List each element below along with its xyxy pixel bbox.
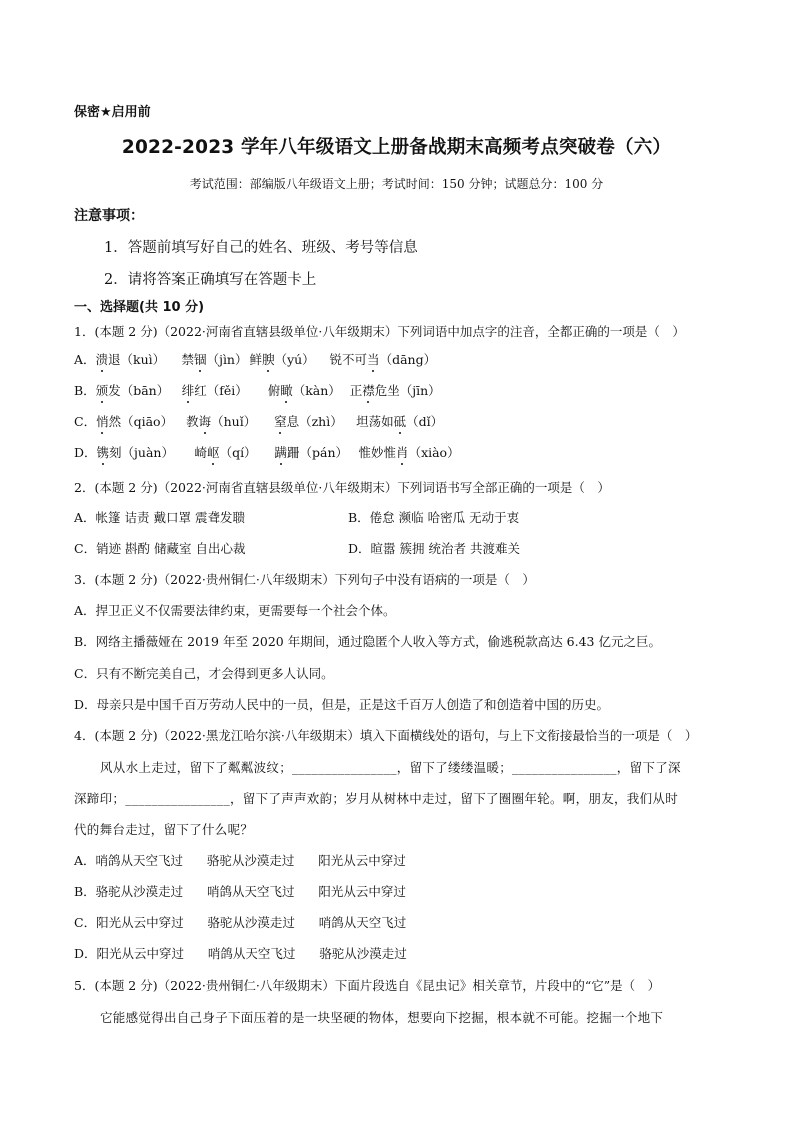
q1-option-c (74, 412, 443, 430)
q4-passage-line: 代的舞台走过，留下了什么呢？ (74, 822, 254, 837)
q1c-word-1 (96, 412, 186, 430)
q1b-word-1 (96, 381, 182, 399)
question-3-stem: 3．(本题 2 分)（2022·贵州铜仁·八年级期末）下列句子中没有语病的一项是（ ） (74, 572, 535, 587)
q3-option-b: B．网络主播薇娅在 2019 年至 2020 年期间，通过隐匿个人收入等方式，偷逃税款高达 6.43 亿元之巨。 (74, 634, 661, 649)
question-5-stem: 5．(本题 2 分)（2022·贵州铜仁·八年级期末）下面片段选自《昆虫记》相关章节，片段中的“它”是（ ） (74, 978, 661, 993)
dotted-char: 肖 (396, 445, 409, 460)
q1d-word-4 (359, 445, 460, 460)
dotted-char: 镌 (96, 445, 110, 460)
word-part: 坦荡如 (356, 414, 394, 429)
pinyin: （kàn） (292, 383, 341, 398)
dotted-char: 窒 (274, 414, 287, 429)
pinyin: 发（bān） (108, 383, 170, 398)
q1c-word-4 (356, 414, 443, 429)
q1b-word-2 (182, 381, 268, 399)
dotted-char: 颁 (95, 383, 109, 398)
question-1-stem: 1．(本题 2 分)（2022·河南省直辖县级单位·八年级期末）下列词语中加点字的注音，全都正确的一项是（ ） (74, 324, 685, 339)
dotted-char: 绯 (181, 383, 195, 398)
word-part: 锐不可 (329, 352, 368, 367)
q1-option-a (74, 350, 436, 368)
q2-option-d: D．暄嚣 簇拥 统治者 共渡难关 (348, 541, 520, 556)
dotted-char: 悄 (96, 414, 109, 429)
dotted-char: 锢 (194, 352, 207, 367)
q2-option-b: B．倦怠 濒临 哈密瓜 无动于衷 (348, 510, 520, 525)
q3-option-d: D．母亲只是中国千百万劳动人民中的一员，但是，正是这千百万人创造了和创造着中国的历史。 (74, 697, 610, 712)
word-part: 崎 (194, 445, 208, 460)
word-part: 禁 (181, 352, 195, 367)
q3-option-a: A．捍卫正义不仅需要法律约束，更需要每一个社会个体。 (74, 603, 396, 618)
pinyin: 息（zhì） (286, 414, 343, 429)
dotted-char: 襟 (362, 383, 375, 398)
pinyin: （dāng） (379, 352, 437, 367)
pinyin: 然（qiāo） (108, 414, 174, 429)
q1c-word-2 (186, 412, 274, 430)
q4-option-a: A．哨鸽从天空飞过 骆驼从沙漠走过 阳光从云中穿过 (74, 853, 406, 868)
pinyin: 危坐（jīn） (374, 383, 441, 398)
pinyin: 刻（juàn） (109, 445, 174, 460)
q4-passage-line: 风从水上走过，留下了粼粼波纹；________________，留下了缕缕温暖；________________，留下了深 (100, 760, 681, 775)
dotted-char: 腴 (262, 352, 275, 367)
q1a-word-3 (250, 350, 330, 368)
dotted-char: 蹒 (274, 445, 288, 460)
dotted-char: 岖 (207, 445, 220, 460)
dotted-char: 砥 (393, 414, 407, 429)
exam-title: 2022-2023 学年八年级语文上册备战期末高频考点突破卷（六） (121, 137, 672, 158)
confidential-label: 保密★启用前 (74, 105, 151, 120)
option-label: D． (74, 445, 97, 460)
dotted-char: 溃 (95, 352, 109, 367)
q1-option-b (74, 381, 441, 399)
q1d-word-1 (97, 443, 195, 461)
q5-passage-line: 它能感觉得出自己身子下面压着的是一块坚硬的物体，想要向下挖掘，根本就不可能。挖掘一个地下 (100, 1010, 664, 1025)
q2-option-c: C．销迹 斟酌 储藏室 自出心裁 (74, 541, 246, 556)
word-part: 惟妙惟 (358, 445, 397, 460)
dotted-char: 瞰 (280, 383, 293, 398)
q1b-word-4 (350, 383, 441, 398)
q2-option-a: A．帐篷 诘责 戴口罩 震聋发聩 (74, 510, 245, 525)
section-heading: 一、选择题(共 10 分) (74, 300, 205, 315)
pinyin: 红（fěi） (194, 383, 248, 398)
option-label: B． (74, 383, 96, 398)
notice-heading: 注意事项： (74, 208, 144, 224)
q1a-word-2 (182, 350, 252, 368)
option-label: C． (74, 414, 97, 429)
pinyin: 跚（pán） (287, 445, 349, 460)
q3-option-c: C．只有不断完美自己，才会得到更多人认同。 (74, 666, 334, 681)
notice-item: 2．请将答案正确填写在答题卡上 (104, 272, 317, 288)
q4-option-d: D．阳光从云中穿过 哨鸽从天空飞过 骆驼从沙漠走过 (74, 946, 407, 961)
exam-subtitle: 考试范围：部编版八年级语文上册；考试时间：150 分钟；试题总分：100 分 (189, 177, 604, 191)
q1a-word-4 (330, 352, 437, 367)
q1-option-d (74, 443, 460, 461)
q4-passage-line: 深蹄印；________________，留下了声声欢韵；岁月从树林中走过，留下了圈圈年轮。啊，朋友，我们从时 (74, 791, 679, 806)
question-2-stem: 2．(本题 2 分)（2022·河南省直辖县级单位·八年级期末）下列词语书写全部正确的一项是（ ） (74, 480, 610, 495)
word-part: 鲜 (249, 352, 263, 367)
q1c-word-3 (274, 412, 356, 430)
pinyin: （qí） (219, 445, 257, 460)
pinyin: 退（kuì） (108, 352, 166, 367)
word-part: 教 (186, 414, 199, 429)
notice-item: 1．答题前填写好自己的姓名、班级、考号等信息 (104, 240, 418, 256)
pinyin: （xiào） (408, 445, 460, 460)
pinyin: （huǐ） (211, 414, 257, 429)
question-4-stem: 4．(本题 2 分)（2022·黑龙江哈尔滨·八年级期末）填入下面横线处的语句，与上下文衔接最恰当的一项是（ ） (74, 728, 698, 743)
dotted-char: 诲 (198, 414, 212, 429)
q4-option-b: B．骆驼从沙漠走过 哨鸽从天空飞过 阳光从云中穿过 (74, 884, 406, 899)
option-label: A． (74, 352, 96, 367)
q1b-word-3 (268, 381, 350, 399)
word-part: 正 (349, 383, 363, 398)
pinyin: （jìn） (206, 352, 248, 367)
pinyin: （dǐ） (406, 414, 444, 429)
pinyin: （yú） (274, 352, 315, 367)
q1d-word-2 (195, 443, 275, 461)
word-part: 俯 (267, 383, 281, 398)
dotted-char: 当 (367, 352, 380, 367)
q4-option-c: C．阳光从云中穿过 骆驼从沙漠走过 哨鸽从天空飞过 (74, 915, 407, 930)
q1d-word-3 (275, 443, 359, 461)
